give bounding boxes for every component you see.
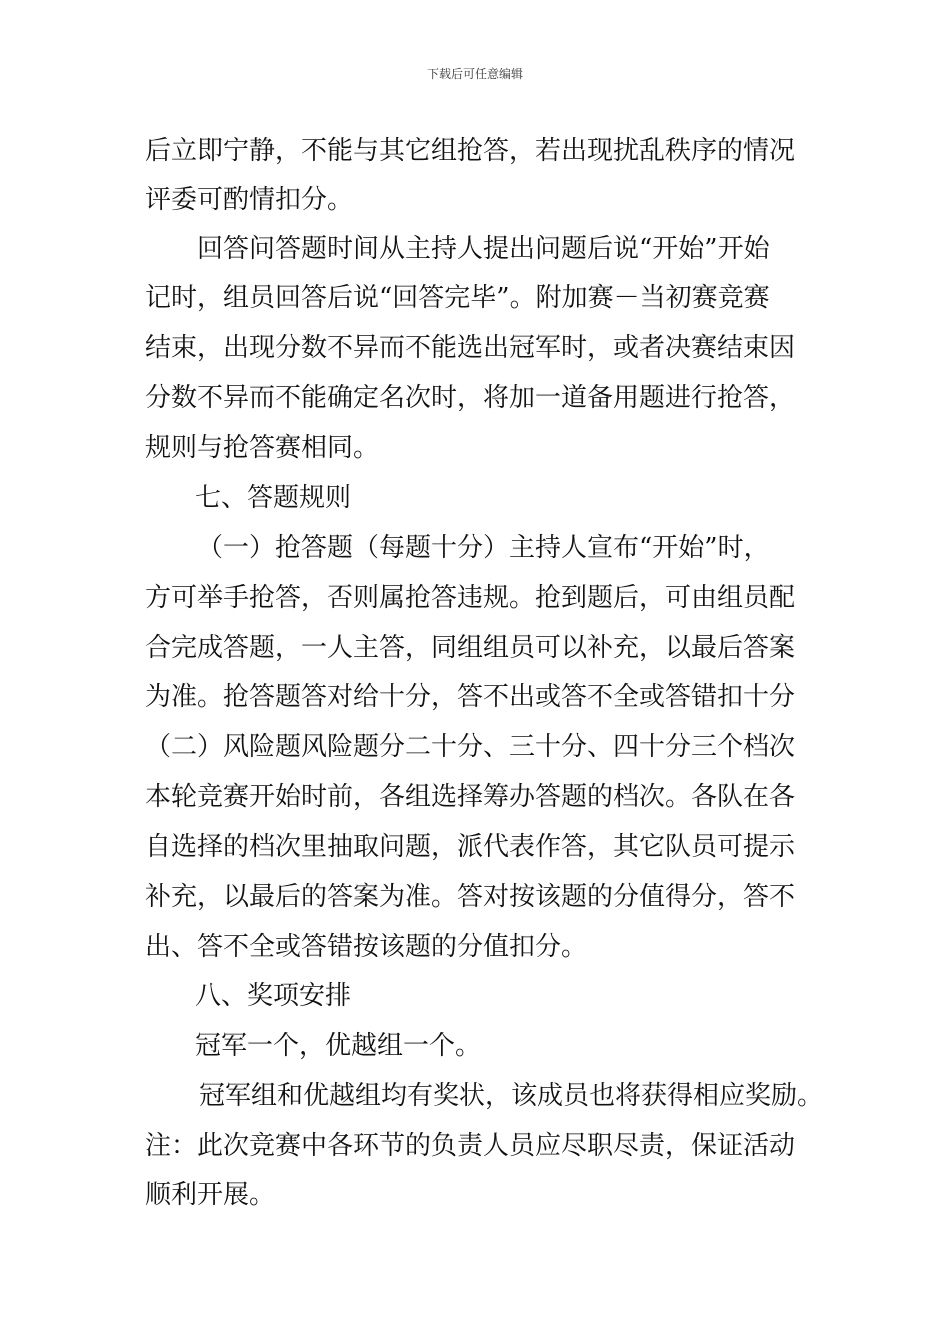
section-heading: 七、答题规则 — [195, 483, 352, 513]
text-line: 规则与抢答赛相同。 — [145, 433, 380, 463]
text-line: 顺利开展。 — [145, 1180, 276, 1210]
section-heading: 八、奖项安排 — [195, 981, 352, 1011]
text-line: 结束，出现分数不异而不能选出冠军时，或者决赛结束因 — [145, 333, 796, 363]
text-line: 冠军一个，优越组一个。 — [195, 1031, 482, 1061]
text-line: 冠军组和优越组均有奖状，该成员也将获得相应奖励。 — [199, 1081, 824, 1111]
text-line: 自选择的档次里抽取问题，派代表作答，其它队员可提示 — [145, 832, 796, 862]
text-line: 补充，以最后的答案为准。答对按该题的分值得分，答不 — [145, 882, 796, 912]
text-line: 记时，组员回答后说“回答完毕”。附加赛－当初赛竞赛 — [145, 283, 770, 313]
text-line: 本轮竞赛开始时前，各组选择筹办答题的档次。各队在各 — [145, 782, 796, 812]
page-header: 下载后可任意编辑 — [426, 67, 523, 81]
text-line: 注：此次竞赛中各环节的负责人员应尽职尽责，保证活动 — [145, 1131, 796, 1161]
text-line: 回答问答题时间从主持人提出问题后说“开始”开始 — [197, 234, 770, 264]
text-line: 分数不异而不能确定名次时，将加一道备用题进行抢答， — [145, 383, 796, 413]
text-line: （一）抢答题（每题十分）主持人宣布“开始”时， — [197, 533, 770, 563]
text-line: 评委可酌情扣分。 — [145, 185, 354, 215]
text-line: 后立即宁静，不能与其它组抢答，若出现扰乱秩序的情况 — [145, 136, 796, 166]
text-line: （二）风险题风险题分二十分、三十分、四十分三个档次 — [145, 732, 796, 762]
text-line: 出、答不全或答错按该题的分值扣分。 — [145, 932, 588, 962]
text-line: 方可举手抢答，否则属抢答违规。抢到题后，可由组员配 — [145, 583, 796, 613]
text-line: 为准。抢答题答对给十分，答不出或答不全或答错扣十分 — [145, 682, 796, 712]
text-line: 合完成答题，一人主答，同组组员可以补充，以最后答案 — [145, 633, 796, 663]
